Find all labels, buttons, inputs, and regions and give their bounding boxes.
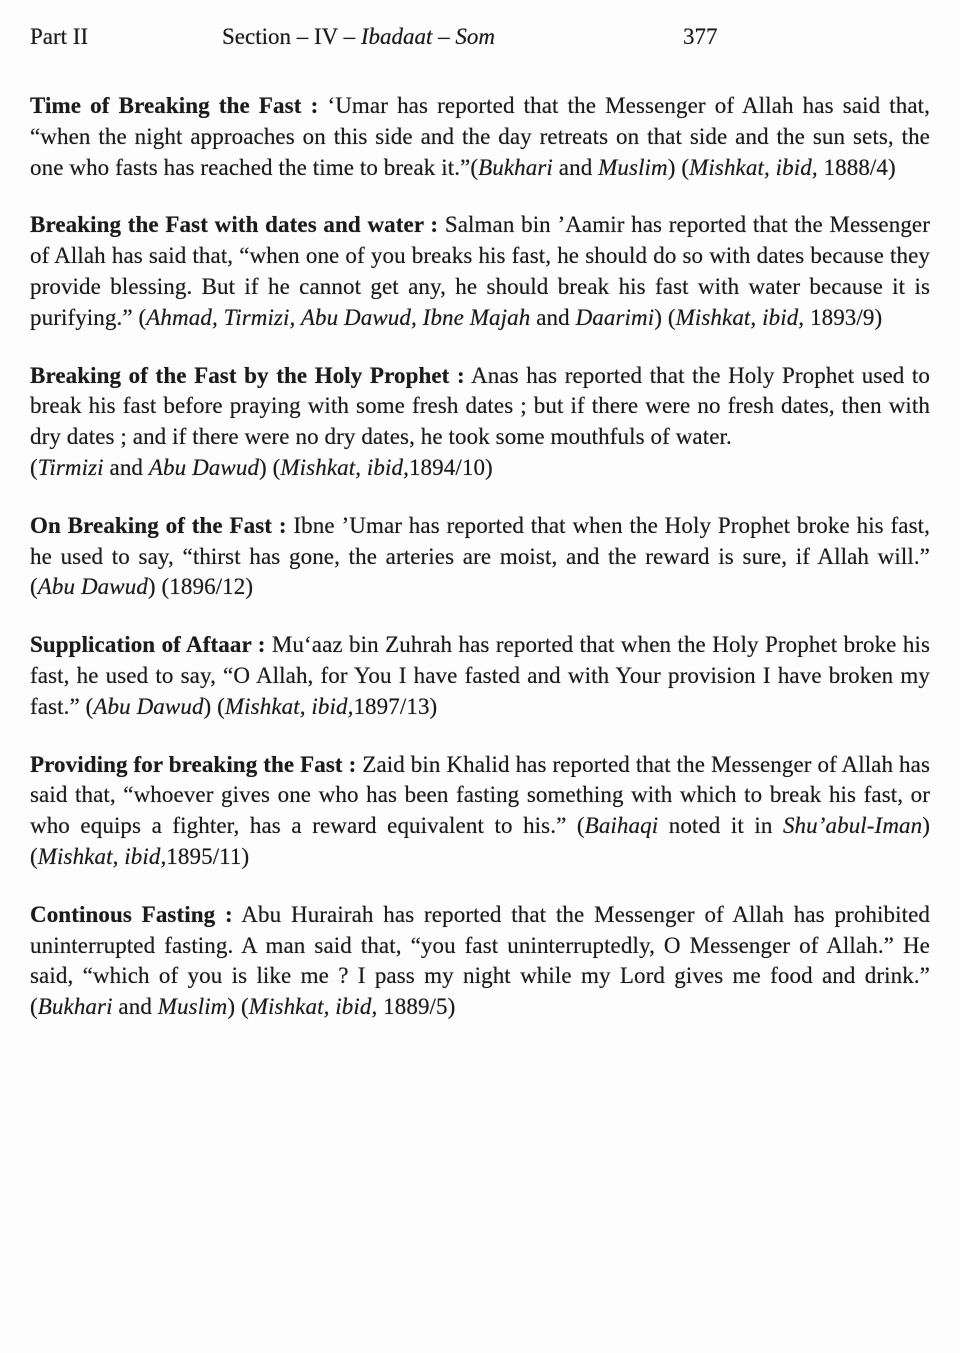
body-text: Mu‘aaz bin Zuhrah has reported that when the Holy Prophet broke his fast, he used to say, “O Allah, for You I have fasted and with Your provision I have broken my fast.” ( bbox=[30, 632, 930, 719]
paragraph-heading: On Breaking of the Fast : bbox=[30, 512, 287, 538]
body-text: 1897/13) bbox=[353, 693, 438, 719]
body-text: Zaid bin Khalid has reported that the Messenger of Allah has said that, “whoever gives one who has been fasting something with which to break his fast, or who equips a fighter, has a reward equivalent to his.” ( bbox=[30, 751, 930, 839]
paragraph bbox=[30, 900, 930, 1023]
body-text: ) ( bbox=[654, 304, 676, 330]
header-section-title bbox=[222, 24, 495, 50]
paragraph-heading: Providing for breaking the Fast : bbox=[30, 751, 357, 777]
body-text: Ibne ’Umar has reported that when the Holy Prophet broke his fast, he used to say, “thirst has gone, the arteries are moist, and the reward is sure, if Allah will.” ( bbox=[30, 512, 930, 600]
body-text: ) ( bbox=[259, 454, 281, 480]
citation-italic-text: Mishkat, ibid, bbox=[37, 843, 167, 869]
body-text: ) ( bbox=[30, 813, 930, 869]
citation-italic-text: Mishkat, ibid, bbox=[280, 454, 409, 480]
citation-italic-text: Ahmad, Tirmizi, Abu Dawud, Ibne Majah bbox=[146, 304, 531, 330]
body-text: and bbox=[552, 154, 599, 180]
page-number: 377 bbox=[683, 24, 718, 49]
paragraph bbox=[30, 750, 930, 873]
citation-italic-text: Abu Dawud bbox=[93, 693, 204, 719]
header-part-label: Part II bbox=[30, 24, 89, 49]
citation-italic-text: Tirmizi bbox=[37, 454, 104, 480]
paragraph-heading: Breaking of the Fast by the Holy Prophet : bbox=[30, 362, 465, 388]
header-section-italic: Ibadaat – Som bbox=[360, 24, 496, 49]
body-text: and bbox=[530, 304, 576, 330]
body-text: ) ( bbox=[227, 994, 249, 1020]
body-text: and bbox=[103, 454, 149, 480]
paragraph-heading: Breaking the Fast with dates and water : bbox=[30, 212, 439, 238]
citation-italic-text: Muslim bbox=[598, 154, 668, 180]
body-text: 1894/10) bbox=[408, 454, 493, 480]
body-text: ‘Umar has reported that the Messenger of Allah has said that, “when the night approaches on this side and the day retreats on that side and the sun sets, the one who fasts has reached the time to break it.”( bbox=[30, 93, 931, 180]
page-header bbox=[30, 24, 930, 56]
citation-italic-text: Muslim bbox=[157, 994, 228, 1020]
body-text: 1895/11) bbox=[166, 843, 250, 869]
body-text: ) ( bbox=[203, 693, 225, 719]
citation-italic-text: Bukhari bbox=[37, 994, 113, 1020]
citation-italic-text: Mishkat, ibid, bbox=[248, 994, 378, 1020]
document-body bbox=[30, 91, 930, 1023]
body-text: ) ( bbox=[667, 154, 690, 180]
body-text: ( bbox=[30, 454, 38, 480]
paragraph bbox=[30, 91, 930, 183]
body-text: 1889/5) bbox=[377, 994, 456, 1020]
citation-italic-text: Abu Dawud bbox=[148, 454, 260, 480]
body-text: and bbox=[112, 994, 158, 1020]
body-text: ) (1896/12) bbox=[147, 574, 254, 600]
citation-italic-text: Mishkat, ibid, bbox=[689, 154, 818, 180]
paragraph bbox=[30, 361, 930, 484]
body-text: 1888/4) bbox=[817, 154, 896, 180]
paragraph-heading: Supplication of Aftaar : bbox=[30, 632, 266, 658]
paragraph-heading: Time of Breaking the Fast : bbox=[30, 93, 319, 118]
body-text: noted it in bbox=[658, 813, 783, 839]
body-text: Anas has reported that the Holy Prophet used to break his fast before praying with some fresh dates ; but if there were no fresh dates, then with dry dates ; and if there were no dry dates, he took some mouthfuls of water. bbox=[30, 362, 930, 450]
citation-italic-text: Daarimi bbox=[575, 304, 655, 330]
body-text: 1893/9) bbox=[804, 304, 883, 330]
paragraph bbox=[30, 630, 930, 722]
citation-italic-text: Abu Dawud bbox=[37, 574, 148, 600]
citation-italic-text: Mishkat, ibid, bbox=[224, 693, 354, 719]
citation-italic-text: Baihaqi bbox=[584, 813, 659, 839]
paragraph-heading: Continous Fasting : bbox=[30, 901, 233, 927]
paragraph bbox=[30, 511, 930, 603]
body-text: Abu Hurairah has reported that the Messenger of Allah has prohibited uninterrupted fasting. A man said that, “you fast uninterruptedly, O Messenger of Allah.” He said, “which of you is like me ? I pass my night while my Lord gives me food and drink.” ( bbox=[30, 901, 930, 1020]
citation-italic-text: Mishkat, ibid, bbox=[675, 304, 805, 330]
header-section-prefix: Section – IV – bbox=[222, 24, 361, 49]
citation-italic-text: Bukhari bbox=[478, 154, 553, 180]
body-text: Salman bin ’Aamir has reported that the Messenger of Allah has said that, “when one of you breaks his fast, he should do so with dates because they provide blessing. But if he cannot get any, he should break his fast with water because it is purifying.” ( bbox=[30, 212, 930, 330]
paragraph bbox=[30, 210, 930, 333]
citation-italic-text: Shu’abul-Iman bbox=[782, 813, 923, 839]
